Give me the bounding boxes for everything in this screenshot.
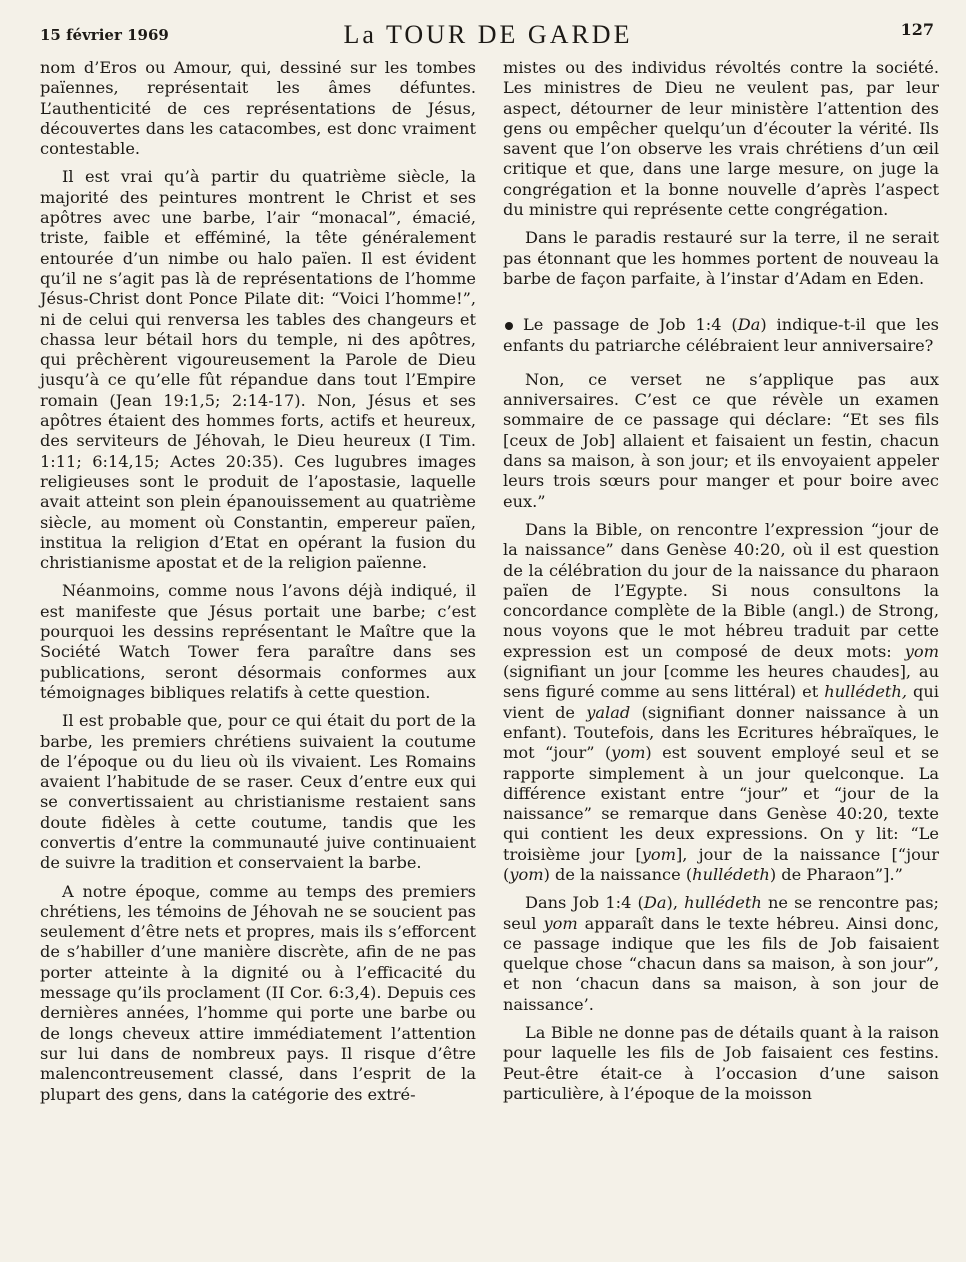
page-header [36, 18, 940, 58]
paragraph-extremists: mistes ou des individus révoltés contre la société. Les ministres de Dieu ne veulent pas, par leur aspect, détourner de leur ministère l’attention des gens ou empêcher quelqu’un d’écouter la vérité. Ils savent que l’on observe les vrais chrétiens d’un œil critique et que, dans une large mesure, on juge la congrégation et la bonne nouvelle d’après l’aspect du ministre qui représente cette congrégation. [503, 58, 939, 220]
answer-paragraph-1: Non, ce verset ne s’applique pas aux anniversaires. C’est ce que révèle un examen sommaire de ce passage qui déclare: “Et ses fils [ceux de Job] allaient et faisaient un festin, chacun dans sa maison, à son jour; et ils envoyaient appeler leurs trois sœurs pour manger et pour boire avec eux.” [503, 369, 939, 511]
paragraph-our-time: A notre époque, comme au temps des premiers chrétiens, les témoins de Jéhovah ne se soucient pas seulement d’être nets et propres, mais ils s’efforcent de s’habiller d’une manière discrète, afin de ne pas porter atteinte à la dignité ou à l’efficacité du message qu’ils proclament (II Cor. 6:3,4). Depuis ces dernières années, l’homme qui porte une barbe ou de longs cheveux attire immédiatement l’attention sur lui dans de nombreux pays. Il risque d’être malencontreusement classé, dans l’esprit de la plupart des gens, dans la catégorie des extré- [40, 881, 476, 1104]
left-column [40, 58, 476, 1113]
paragraph-paradise: Dans le paradis restauré sur la terre, il ne serait pas étonnant que les hommes portent de nouveau la barbe de façon parfaite, à l’instar d’Adam en Eden. [503, 228, 939, 288]
paragraph-fourth-century: Il est vrai qu’à partir du quatrième siècle, la majorité des peintures montrent le Christ et ses apôtres avec une barbe, l’air “monacal”, émacié, triste, faible et efféminé, la tête généralement entourée d’un nimbe ou halo païen. Il est évident qu’il ne s’agit pas là de représentations de l’homme Jésus-Christ dont Ponce Pilate dit: “Voici l’homme!”, ni de celui qui renversa les tables des changeurs et chassa leur bétail hors du temple, ni des apôtres, qui prêchèrent vigoureusement la Parole de Dieu jusqu’à ce qu’elle fût répandue dans tout l’Empire romain (Jean 19:1,5; 2:14-17). Non, Jésus et ses apôtres étaient des hommes forts, actifs et heureux, des serviteurs de Jéhovah, le Dieu heureux (I Tim. 1:11; 6:14,15; Actes 20:35). Ces lugubres images religieuses sont le produit de l’apostasie, laquelle avait atteint son plein épanouissement au quatrième siècle, au moment où Constantin, empereur païen, institua la religion d’Etat en opérant la fusion du christianisme apostat et de la religion païenne. [40, 167, 476, 573]
header-title: La TOUR DE GARDE [343, 20, 633, 49]
bullet-icon [505, 322, 513, 330]
answer-paragraph-3: Dans Job 1:4 (Da), hullédeth ne se rencontre pas; seul yom apparaît dans le texte hébreu. Ainsi donc, ce passage indique que les fils de Job faisaient quelque chose “chacun dans sa maison, à son jour”, et non ‘chacun dans sa maison, à son jour de naissance’. [503, 893, 939, 1014]
right-column [503, 58, 939, 1112]
paragraph-continuation: nom d’Eros ou Amour, qui, dessiné sur les tombes païennes, représentait les âmes défuntes. L’authenticité de ces représentations de Jésus, découvertes dans les catacombes, est donc vraiment contestable. [40, 58, 476, 159]
paragraph-beard-drawings: Néanmoins, comme nous l’avons déjà indiqué, il est manifeste que Jésus portait une barbe; c’est pourquoi les dessins représentant le Maître que la Société Watch Tower fera paraître dans ses publications, seront désormais conformes aux témoignages bibliques relatifs à cette question. [40, 581, 476, 702]
question-job: Le passage de Job 1:4 (Da) indique-t-il que les enfants du patriarche célébraient leur anniversaire? [503, 315, 939, 355]
answer-paragraph-2: Dans la Bible, on rencontre l’expression “jour de la naissance” dans Genèse 40:20, où il est question de la célébration du jour de la naissance du pharaon païen de l’Egypte. Si nous consultons la concordance complète de la Bible (angl.) de Strong, nous voyons que le mot hébreu traduit par cette expression est un composé de deux mots: yom (signifiant un jour [comme les heures chaudes], au sens figuré comme au sens littéral) et hullédeth, qui vient de yalad (signifiant donner naissance à un enfant). Toutefois, dans les Ecritures hébraïques, le mot “jour” (yom) est souvent employé seul et se rapporte simplement à un jour quelconque. La différence existant entre “jour” et “jour de la naissance” se remarque dans Genèse 40:20, texte qui contient les deux expressions. On y lit: “Le troisième jour [yom], jour de la naissance [“jour (yom) de la naissance (hullédeth) de Pharaon”].” [503, 519, 939, 884]
page-number: 127 [900, 20, 934, 39]
paragraph-early-christians: Il est probable que, pour ce qui était du port de la barbe, les premiers chrétiens suivaient la coutume de l’époque ou du lieu où ils vivaient. Les Romains avaient l’habitude de se raser. Ceux d’entre eux qui se convertissaient au christianisme restaient sans doute fidèles à cette coutume, tandis que les convertis d’entre la communauté juive continuaient de suivre la tradition et conservaient la barbe. [40, 711, 476, 873]
header-date: 15 février 1969 [40, 26, 169, 44]
answer-paragraph-4: La Bible ne donne pas de détails quant à la raison pour laquelle les fils de Job faisaient ces festins. Peut-être était-ce à l’occasion d’une saison particulière, à l’époque de la moisson [503, 1023, 939, 1103]
